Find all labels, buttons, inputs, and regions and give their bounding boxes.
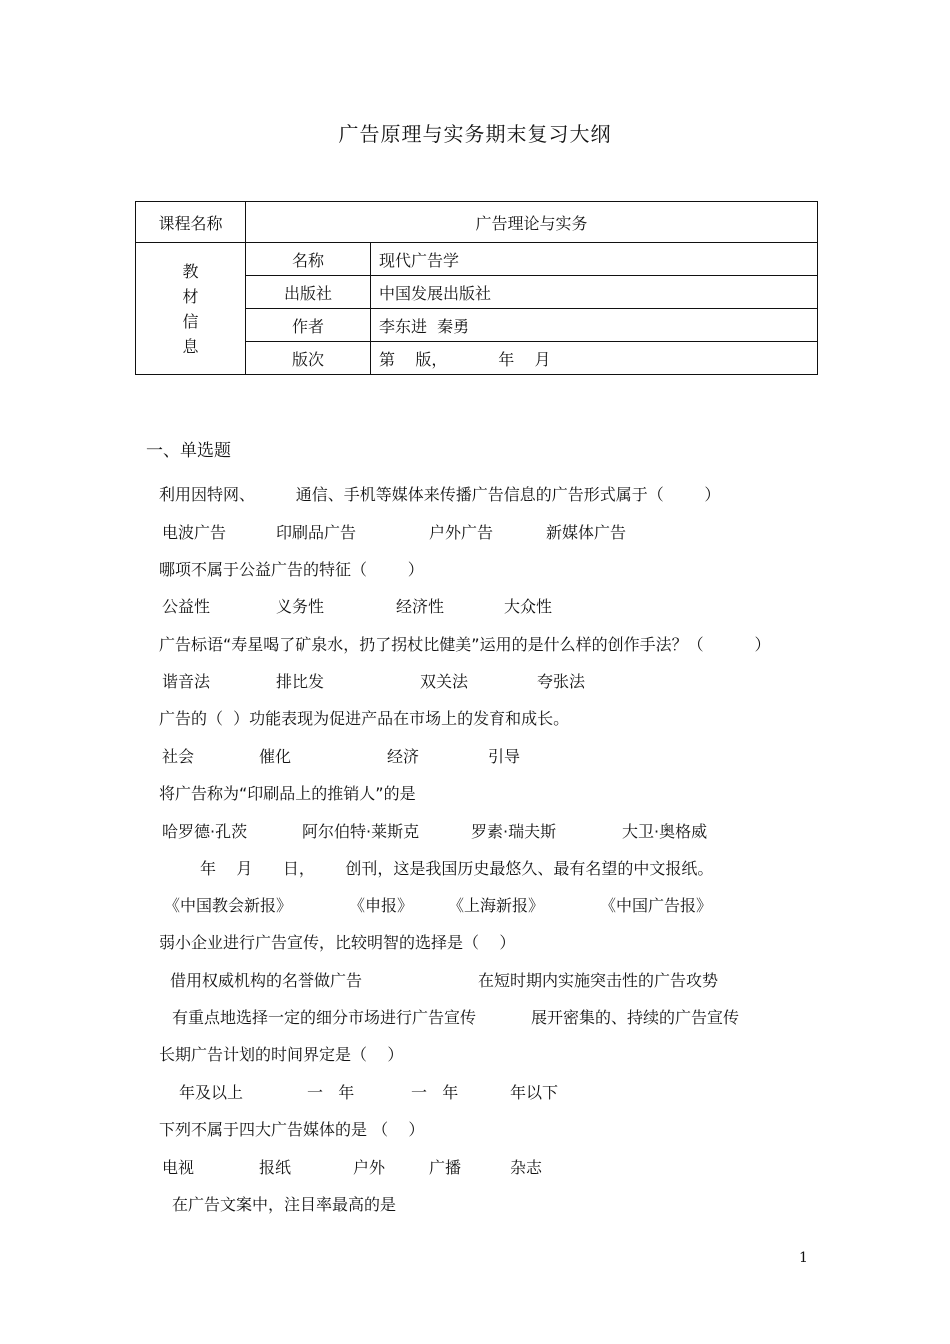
option: 催化 [259, 747, 292, 766]
row-label: 作者 [246, 309, 371, 342]
option: 一 年 [411, 1083, 459, 1102]
question-text: 下列不属于四大广告媒体的是 （ ） [159, 1120, 425, 1139]
document-title: 广告原理与实务期末复习大纲 [338, 122, 612, 146]
option: 电视 [162, 1158, 195, 1177]
option: 有重点地选择一定的细分市场进行广告宣传 [172, 1008, 477, 1027]
course-row [136, 202, 818, 243]
question-text: 将广告称为“印刷品上的推销人”的是 [159, 784, 416, 803]
option: 在短时期内实施突击性的广告攻势 [478, 971, 719, 990]
page-number: 1 [799, 1250, 808, 1266]
option: 《中国广告报》 [600, 896, 713, 915]
option: 排比发 [276, 672, 325, 691]
row-label: 名称 [246, 243, 371, 276]
option: 义务性 [276, 597, 325, 616]
course-value: 广告理论与实务 [246, 202, 818, 243]
option: 哈罗德·孔茨 [162, 822, 248, 841]
option: 阿尔伯特·莱斯克 [302, 822, 420, 841]
option: 引导 [488, 747, 521, 766]
option: 报纸 [259, 1158, 292, 1177]
option: 新媒体广告 [546, 523, 627, 542]
question-text: 利用因特网、 通信、手机等媒体来传播广告信息的广告形式属于（ ） [159, 485, 721, 504]
textbook-label-char: 息 [182, 336, 199, 356]
option: 广播 [429, 1158, 462, 1177]
option: 经济 [387, 747, 420, 766]
option: 户外 [353, 1158, 386, 1177]
option: 电波广告 [162, 523, 227, 542]
option: 大卫·奥格威 [622, 822, 708, 841]
section-title: 一、单选题 [146, 441, 231, 461]
option: 谐音法 [162, 672, 211, 691]
row-label: 版次 [246, 342, 371, 375]
option: 夸张法 [537, 672, 586, 691]
row-label: 出版社 [246, 276, 371, 309]
option: 展开密集的、持续的广告宣传 [531, 1008, 740, 1027]
option: 年以下 [510, 1083, 559, 1102]
question-text: 广告标语“寿星喝了矿泉水，扔了拐杖比健美”运用的是什么样的创作手法？（ ） [159, 635, 771, 654]
textbook-label-char: 教 [182, 261, 199, 281]
option: 经济性 [396, 597, 445, 616]
question-text: 弱小企业进行广告宣传，比较明智的选择是（ ） [159, 933, 516, 952]
option: 罗素·瑞夫斯 [471, 822, 557, 841]
option: 双关法 [420, 672, 469, 691]
row-value: 第 版， 年 月 [371, 342, 818, 375]
option: 年及以上 [179, 1083, 244, 1102]
textbook-label-char: 材 [182, 286, 199, 306]
option: 印刷品广告 [276, 523, 357, 542]
question-text: 长期广告计划的时间界定是（ ） [159, 1045, 404, 1064]
option: 社会 [162, 747, 195, 766]
question-text: 在广告文案中，注目率最高的是 [172, 1195, 397, 1214]
course-label: 课程名称 [136, 202, 246, 243]
option: 《申报》 [349, 896, 414, 915]
option: 一 年 [307, 1083, 355, 1102]
course-info-table [135, 201, 818, 375]
option: 公益性 [162, 597, 211, 616]
row-value: 李东进 秦勇 [371, 309, 818, 342]
option: 杂志 [510, 1158, 543, 1177]
question-text: 年 月 日， 创刊，这是我国历史最悠久、最有名望的中文报纸。 [200, 859, 714, 878]
textbook-label-char: 信 [182, 311, 199, 331]
option: 借用权威机构的名誉做广告 [170, 971, 363, 990]
textbook-row-name [136, 243, 818, 276]
row-value: 中国发展出版社 [371, 276, 818, 309]
question-text: 哪项不属于公益广告的特征（ ） [159, 560, 424, 579]
row-value: 现代广告学 [371, 243, 818, 276]
option: 户外广告 [429, 523, 494, 542]
textbook-label [136, 243, 246, 375]
option: 《上海新报》 [448, 896, 545, 915]
option: 《中国教会新报》 [164, 896, 293, 915]
option: 大众性 [504, 597, 553, 616]
question-text: 广告的（ ）功能表现为促进产品在市场上的发育和成长。 [159, 709, 570, 728]
